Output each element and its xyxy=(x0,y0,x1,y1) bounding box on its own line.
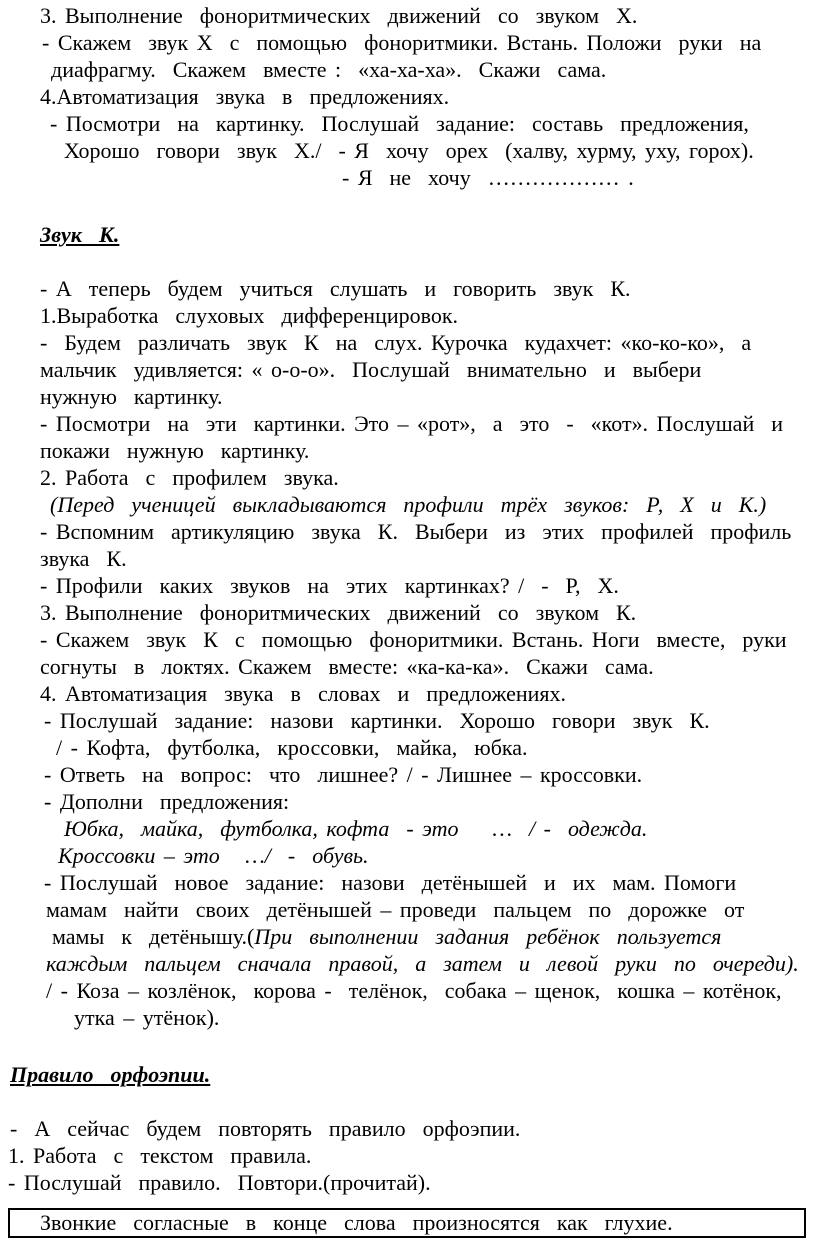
text-line: - А теперь будем учиться слушать и говорить звук К. xyxy=(40,276,631,301)
text-line: - А сейчас будем повторять правило орфоэпии. xyxy=(10,1116,521,1141)
text-line: 2. Работа с профилем звука. xyxy=(40,465,339,490)
italic-line: Юбка, майка, футболка, кофта - это … / - одежда. xyxy=(64,816,648,841)
text-line: 1.Выработка слуховых дифференцировок. xyxy=(40,303,459,328)
section-heading: Правило орфоэпии. xyxy=(10,1062,211,1087)
text-line: - Послушай новое задание: назови детёнышей и их мам. Помоги xyxy=(44,870,737,895)
text-line: 3. Выполнение фоноритмических движений со звуком К. xyxy=(40,600,637,625)
text-line: 1. Работа с текстом правила. xyxy=(8,1143,312,1168)
text-line: - Дополни предложения: xyxy=(44,789,290,814)
italic-line: Кроссовки – это …/ - обувь. xyxy=(58,843,369,868)
text-line: покажи нужную картинку. xyxy=(40,438,310,463)
text-line: - Скажем звук Х с помощью фоноритмики. Встань. Положи руки на xyxy=(42,30,762,55)
text-line: мамам найти своих детёнышей – проведи пальцем по дорожке от xyxy=(46,897,745,922)
text-line: мальчик удивляется: « о-о-о». Послушай внимательно и выбери xyxy=(40,357,702,382)
text-line: / - Коза – козлёнок, корова - телёнок, собака – щенок, кошка – котёнок, xyxy=(46,978,782,1003)
text-line: / - Кофта, футболка, кроссовки, майка, юбка. xyxy=(56,735,528,760)
text-line: - Профили каких звуков на этих картинках? / - Р, Х. xyxy=(40,573,619,598)
text-line: - Ответь на вопрос: что лишнее? / - Лишнее – кроссовки. xyxy=(44,762,643,787)
section-heading: Звук К. xyxy=(40,222,120,247)
text-line: - Послушай правило. Повтори.(прочитай). xyxy=(8,1170,431,1195)
text-segment: мамы к детёнышу.( xyxy=(52,924,255,949)
text-line: 4. Автоматизация звука в словах и предложениях. xyxy=(40,681,567,706)
text-line: - Вспомним артикуляцию звука К. Выбери из этих профилей профиль xyxy=(40,519,792,544)
text-line: 3. Выполнение фоноритмических движений со звуком Х. xyxy=(40,3,638,28)
italic-note: (Перед ученицей выкладываются профили трёх звуков: Р, Х и К.) xyxy=(50,492,767,517)
text-line: - Я не хочу ……………… . xyxy=(342,165,634,190)
text-line: 4.Автоматизация звука в предложениях. xyxy=(40,84,450,109)
text-line: утка – утёнок). xyxy=(74,1005,220,1030)
rule-text: Звонкие согласные в конце слова произносятся как глухие. xyxy=(40,1210,673,1235)
text-line: - Посмотри на эти картинки. Это – «рот», а это - «кот». Послушай и xyxy=(40,411,783,436)
text-line xyxy=(52,924,721,950)
text-line: Хорошо говори звук Х./ - Я хочу орех (халву, хурму, уху, горох). xyxy=(64,138,754,163)
text-line: - Будем различать звук К на слух. Курочка кудахчет: «ко-ко-ко», а xyxy=(40,330,752,355)
text-line: нужную картинку. xyxy=(40,384,223,409)
text-line: - Скажем звук К с помощью фоноритмики. Встань. Ноги вместе, руки xyxy=(40,627,787,652)
italic-note: каждым пальцем сначала правой, а затем и левой руки по очереди). xyxy=(46,951,799,976)
text-line: звука К. xyxy=(40,546,127,571)
text-line: - Послушай задание: назови картинки. Хорошо говори звук К. xyxy=(44,708,710,733)
italic-note: При выполнении задания ребёнок пользуется xyxy=(254,924,722,949)
text-line: согнуты в локтях. Скажем вместе: «ка-ка-ка». Скажи сама. xyxy=(40,654,654,679)
text-line: - Посмотри на картинку. Послушай задание: составь предложения, xyxy=(50,111,749,136)
text-line: диафрагму. Скажем вместе : «ха-ха-ха». Скажи сама. xyxy=(51,57,607,82)
